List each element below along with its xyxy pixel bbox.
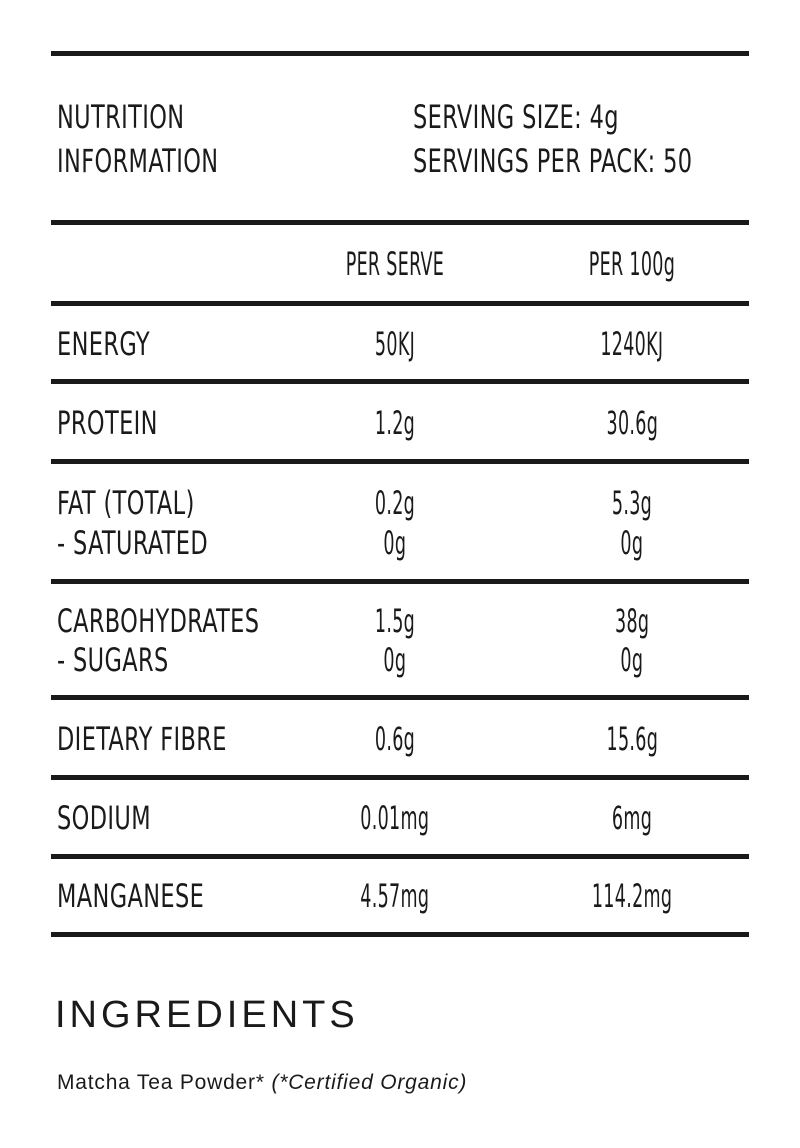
- top-rule: [51, 51, 749, 56]
- row-divider: [51, 854, 749, 859]
- nutrient-name: CARBOHYDRATES: [57, 602, 260, 640]
- ingredients-title: INGREDIENTS: [55, 994, 359, 1036]
- nutrient-name: SODIUM: [57, 799, 152, 837]
- header-rule: [51, 220, 749, 225]
- column-header-rule: [51, 301, 749, 306]
- sub-nutrient-name: - SUGARS: [57, 641, 169, 679]
- row-divider: [51, 695, 749, 700]
- row-divider: [51, 579, 749, 584]
- servings-per-pack: SERVINGS PER PACK: 50: [413, 142, 693, 180]
- title-line-2: INFORMATION: [57, 142, 219, 180]
- nutrient-name: ENERGY: [57, 325, 150, 363]
- bottom-rule: [51, 932, 749, 937]
- sub-nutrient-name: - SATURATED: [57, 524, 209, 562]
- ingredients-list: [57, 1069, 467, 1097]
- serving-size: SERVING SIZE: 4g: [413, 98, 619, 136]
- nutrient-name: DIETARY FIBRE: [57, 720, 227, 758]
- ingredients-note: (*Certified Organic): [271, 1071, 468, 1094]
- nutrient-name: MANGANESE: [57, 877, 205, 915]
- title-line-1: NUTRITION: [57, 98, 185, 136]
- nutrient-name: FAT (TOTAL): [57, 484, 195, 522]
- row-divider: [51, 775, 749, 780]
- ingredients-text: Matcha Tea Powder*: [57, 1071, 265, 1094]
- row-divider: [51, 379, 749, 384]
- nutrient-name: PROTEIN: [57, 404, 158, 442]
- row-divider: [51, 459, 749, 464]
